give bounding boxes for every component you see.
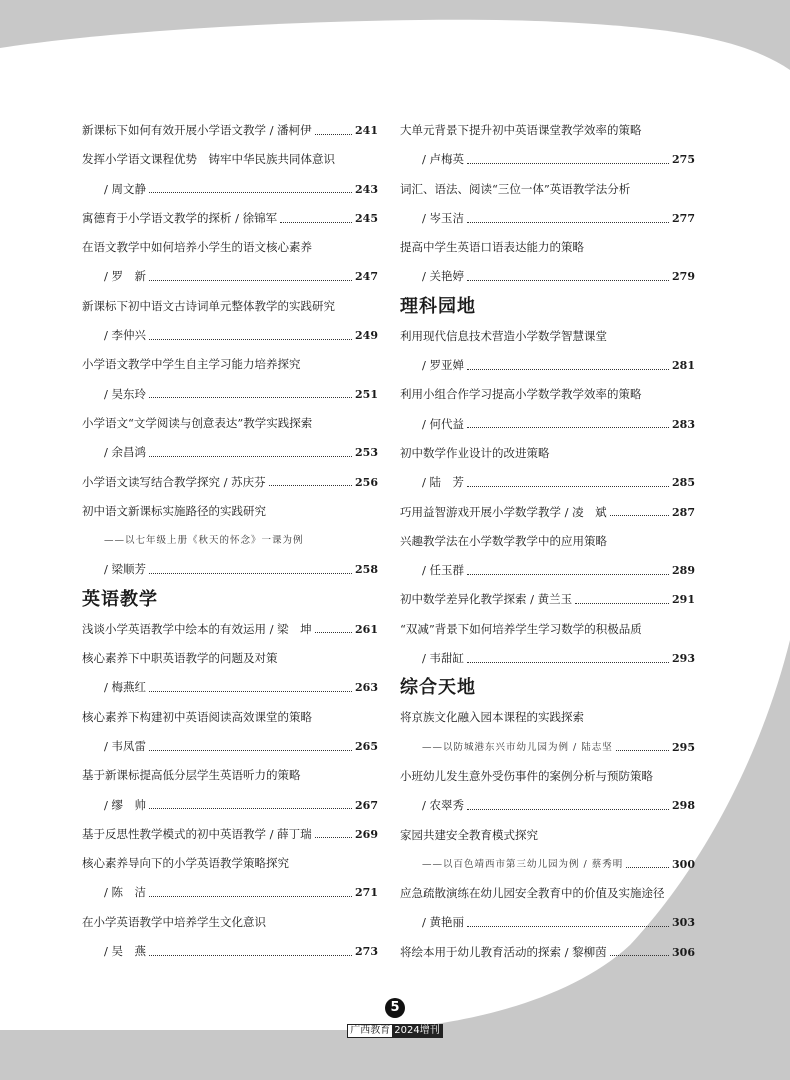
toc-entry: [82, 292, 378, 321]
dot-leader: [467, 162, 669, 164]
entry-page-number: 263: [355, 681, 378, 695]
entry-title: 将京族文化融入园本课程的实践探索: [400, 710, 584, 725]
entry-page-number: 265: [355, 739, 378, 753]
entry-author: / 卢梅英: [422, 152, 465, 167]
toc-entry: [400, 733, 695, 762]
entry-page-number: 283: [672, 417, 695, 431]
entry-author: / 余昌鸿: [104, 445, 147, 460]
toc-entry: [400, 262, 695, 291]
entry-page-number: 271: [355, 886, 378, 900]
toc-entry: [400, 233, 695, 262]
toc-entry: [400, 879, 695, 908]
entry-title: 核心素养导向下的小学英语教学策略探究: [82, 856, 289, 871]
entry-title: 小学语文教学中学生自主学习能力培养探究: [82, 357, 301, 372]
dot-leader: [610, 514, 669, 516]
entry-author: / 任玉群: [422, 563, 465, 578]
toc-entry: [400, 380, 695, 409]
entry-author: / 梅燕红: [104, 680, 147, 695]
toc-entry: [82, 409, 378, 438]
dot-leader: [467, 279, 669, 281]
dot-leader: [149, 895, 352, 897]
entry-page-number: 287: [672, 505, 695, 519]
entry-title: 巧用益智游戏开展小学数学教学 / 凌 斌: [400, 504, 607, 519]
dot-leader: [315, 631, 352, 633]
entry-author: / 黄艳丽: [422, 915, 465, 930]
toc-entry: [400, 175, 695, 204]
page-number: 5: [385, 998, 405, 1018]
entry-author: / 何代益: [422, 416, 465, 431]
toc-entry: [400, 322, 695, 351]
entry-author: / 韦甜缸: [422, 651, 465, 666]
dot-leader: [467, 221, 669, 223]
toc-entry: [82, 233, 378, 262]
entry-title: 浅谈小学英语教学中绘本的有效运用 / 梁 坤: [82, 621, 312, 636]
entry-title: 利用现代信息技术营造小学数学智慧课堂: [400, 328, 607, 343]
dot-leader: [610, 954, 669, 956]
toc-entry: [400, 762, 695, 791]
dot-leader: [467, 925, 669, 927]
entry-author: / 陈 洁: [104, 885, 147, 900]
entry-author: / 吴东玲: [104, 386, 147, 401]
entry-title: 初中数学差异化教学探索 / 黄兰玉: [400, 592, 573, 607]
entry-author: / 罗亚婵: [422, 358, 465, 373]
toc-entry: [82, 555, 378, 584]
dot-leader: [149, 807, 352, 809]
entry-title: 新课标下如何有效开展小学语文教学 / 潘柯伊: [82, 123, 312, 137]
toc-right-column: [400, 116, 695, 967]
entry-title: 核心素养下构建初中英语阅读高效课堂的策略: [82, 709, 312, 724]
toc-entry: [82, 673, 378, 702]
toc-entry: [400, 204, 695, 233]
entry-title: 基于反思性教学模式的初中英语教学 / 薛丁瑞: [82, 826, 312, 841]
entry-title: 发挥小学语文课程优势 铸牢中华民族共同体意识: [82, 152, 335, 167]
magazine-issue: 2024增刊: [394, 1025, 440, 1036]
dot-leader: [149, 191, 352, 193]
toc-entry: [400, 908, 695, 937]
entry-page-number: 249: [355, 329, 378, 343]
dot-leader: [467, 485, 669, 487]
entry-page-number: 306: [672, 945, 695, 959]
toc-entry: [82, 761, 378, 790]
section-heading: 综合天地: [400, 677, 476, 699]
entry-page-number: 256: [355, 475, 378, 489]
entry-title: 基于新课标提高低分层学生英语听力的策略: [82, 768, 301, 783]
toc-entry: [82, 204, 378, 233]
entry-page-number: 253: [355, 446, 378, 460]
entry-page-number: 273: [355, 945, 378, 959]
dot-leader: [575, 602, 669, 604]
toc-entry: [400, 498, 695, 527]
entry-author: / 陆 芳: [422, 475, 465, 490]
entry-title: 大单元背景下提升初中英语课堂教学效率的策略: [400, 123, 642, 137]
entry-title: “双减”背景下如何培养学生学习数学的积极品质: [400, 621, 642, 636]
dot-leader: [315, 836, 352, 838]
entry-page-number: 251: [355, 387, 378, 401]
toc-entry: [82, 350, 378, 379]
toc-entry: [82, 380, 378, 409]
entry-page-number: 303: [672, 916, 695, 930]
entry-page-number: 267: [355, 798, 378, 812]
toc-entry: [82, 116, 378, 145]
page-footer: [0, 996, 790, 1038]
toc-entry: [400, 351, 695, 380]
toc-entry: [400, 439, 695, 468]
entry-title: 在语文教学中如何培养小学生的语文核心素养: [82, 240, 312, 255]
toc-entry: [400, 703, 695, 732]
entry-page-number: 241: [355, 124, 378, 137]
entry-page-number: 281: [672, 359, 695, 373]
toc-entry: [82, 908, 378, 937]
entry-page-number: 247: [355, 270, 378, 284]
entry-page-number: 245: [355, 211, 378, 225]
section-heading: 英语教学: [82, 588, 158, 610]
entry-page-number: 293: [672, 652, 695, 666]
toc-entry: [400, 850, 695, 879]
entry-title: 提高中学生英语口语表达能力的策略: [400, 240, 584, 255]
entry-author: / 缪 帅: [104, 797, 147, 812]
entry-title: 核心素养下中职英语教学的问题及对策: [82, 651, 278, 666]
toc-entry: [82, 262, 378, 291]
toc-entry: [82, 175, 378, 204]
dot-leader: [149, 572, 352, 574]
entry-author: / 农翠秀: [422, 798, 465, 813]
toc-entry: [82, 849, 378, 878]
entry-title: 初中语文新课标实施路径的实践研究: [82, 503, 266, 518]
toc-entry: [400, 556, 695, 585]
entry-page-number: 243: [355, 182, 378, 196]
toc-entry: [82, 820, 378, 849]
entry-author: / 梁顺芳: [104, 562, 147, 577]
toc-entry: [82, 321, 378, 350]
toc-entry: [82, 615, 378, 644]
entry-page-number: 300: [672, 857, 695, 871]
entry-page-number: 269: [355, 827, 378, 841]
entry-page-number: 289: [672, 564, 695, 578]
toc-entry: [82, 878, 378, 907]
toc-entry: [82, 791, 378, 820]
entry-page-number: 298: [672, 799, 695, 813]
toc-entry: [82, 468, 378, 497]
toc-left-column: [82, 116, 378, 966]
toc-entry: [400, 468, 695, 497]
toc-entry: [82, 937, 378, 966]
toc-entry: [400, 615, 695, 644]
dot-leader: [626, 866, 669, 868]
entry-title: 新课标下初中语文古诗词单元整体教学的实践研究: [82, 298, 335, 313]
entry-page-number: 258: [355, 563, 378, 577]
entry-page-number: 295: [672, 740, 695, 754]
entry-title: 寓德育于小学语文教学的探析 / 徐锦军: [82, 210, 278, 225]
dot-leader: [149, 279, 352, 281]
toc-entry: [82, 644, 378, 673]
dot-leader: [149, 690, 352, 692]
entry-author: / 吴 燕: [104, 944, 147, 959]
entry-title: 应急疏散演练在幼儿园安全教育中的价值及实施途径: [400, 886, 665, 901]
entry-page-number: 261: [355, 622, 378, 636]
toc-entry: [400, 644, 695, 673]
dot-leader: [467, 573, 669, 575]
toc-entry: [400, 791, 695, 820]
dot-leader: [149, 455, 352, 457]
entry-title: 小班幼儿发生意外受伤事件的案例分析与预防策略: [400, 768, 653, 783]
entry-page-number: 285: [672, 476, 695, 490]
entry-author: / 岑玉洁: [422, 210, 465, 225]
toc-entry: [400, 821, 695, 850]
toc-entry: [400, 116, 695, 145]
entry-title: 将绘本用于幼儿教育活动的探索 / 黎柳茵: [400, 944, 607, 959]
entry-page-number: 279: [672, 270, 695, 284]
dot-leader: [149, 749, 352, 751]
dot-leader: [315, 133, 352, 135]
toc-entry: [82, 438, 378, 467]
dot-leader: [467, 426, 669, 428]
toc-entry: [82, 732, 378, 761]
magazine-tag: [347, 1024, 442, 1038]
entry-title: ——以七年级上册《秋天的怀念》一课为例: [104, 535, 304, 547]
entry-page-number: 291: [672, 593, 695, 607]
entry-author: / 关艳婷: [422, 269, 465, 284]
dot-leader: [149, 338, 352, 340]
entry-title: 在小学英语教学中培养学生文化意识: [82, 914, 266, 929]
dot-leader: [467, 661, 669, 663]
toc-entry: [400, 145, 695, 174]
entry-title: ——以百色靖西市第三幼儿园为例 / 蔡秀明: [422, 858, 624, 870]
entry-page-number: 275: [672, 153, 695, 167]
magazine-name: 广西教育: [350, 1025, 391, 1036]
entry-author: / 周文静: [104, 181, 147, 196]
entry-title: 小学语文读写结合教学探究 / 苏庆芬: [82, 474, 266, 489]
entry-title: ——以防城港东兴市幼儿园为例 / 陆志坚: [422, 741, 613, 753]
toc-entry: [400, 938, 695, 967]
dot-leader: [149, 396, 352, 398]
dot-leader: [616, 749, 669, 751]
toc-entry: [400, 527, 695, 556]
toc-entry: [400, 410, 695, 439]
toc-entry: [82, 145, 378, 174]
entry-title: 初中数学作业设计的改进策略: [400, 445, 550, 460]
toc-entry: [400, 585, 695, 614]
dot-leader: [467, 368, 669, 370]
entry-title: 兴趣教学法在小学数学教学中的应用策略: [400, 533, 607, 548]
entry-page-number: 277: [672, 211, 695, 225]
toc-entry: [82, 703, 378, 732]
dot-leader: [467, 808, 669, 810]
dot-leader: [269, 484, 352, 486]
entry-author: / 罗 新: [104, 269, 147, 284]
entry-title: 家园共建安全教育模式探究: [400, 827, 538, 842]
toc-entry: [82, 526, 378, 555]
section-heading: 理科园地: [400, 295, 476, 317]
entry-author: / 韦凤雷: [104, 738, 147, 753]
dot-leader: [280, 221, 352, 223]
dot-leader: [149, 954, 352, 956]
entry-title: 词汇、语法、阅读“三位一体”英语教学法分析: [400, 181, 631, 196]
entry-title: 小学语文“文学阅读与创意表达”教学实践探索: [82, 415, 313, 430]
entry-author: / 李仲兴: [104, 328, 147, 343]
entry-title: 利用小组合作学习提高小学数学教学效率的策略: [400, 387, 642, 402]
toc-entry: [82, 497, 378, 526]
